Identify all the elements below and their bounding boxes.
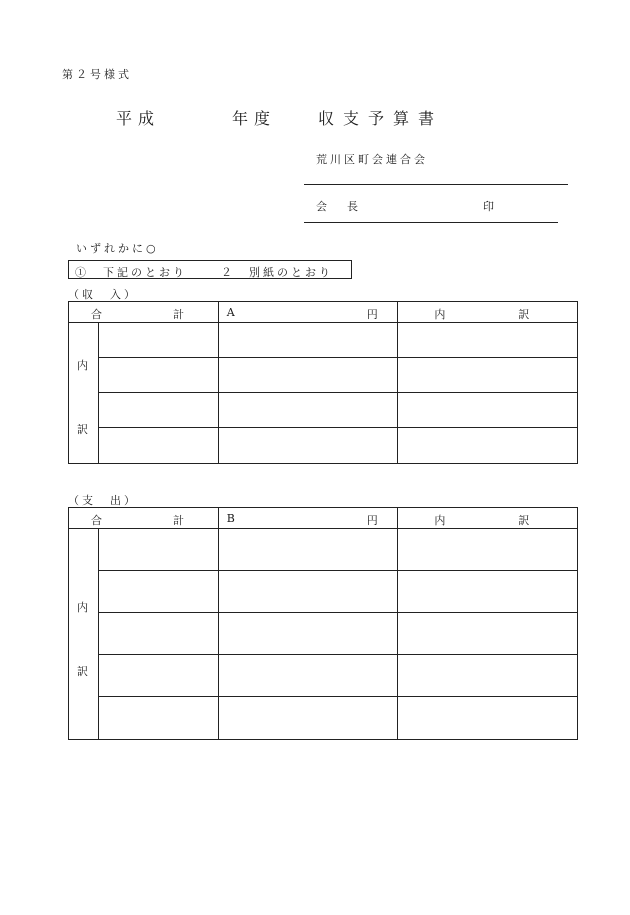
- expense-note-cell[interactable]: [398, 613, 578, 655]
- expense-amount-entry[interactable]: [218, 529, 398, 571]
- expense-amount-entry[interactable]: [218, 613, 398, 655]
- president-label: 会長: [316, 200, 378, 213]
- expense-note-cell[interactable]: [398, 697, 578, 740]
- page-title: 収支予算書: [318, 109, 444, 128]
- income-row: [69, 323, 578, 358]
- choice-instruction: いずれかに○: [76, 242, 159, 255]
- choice-box: [68, 260, 352, 279]
- expense-amount-entry[interactable]: [218, 697, 398, 740]
- signature-line: [304, 222, 558, 223]
- seal-mark: 印: [483, 200, 494, 213]
- income-amount-entry[interactable]: [218, 323, 398, 358]
- income-item-cell[interactable]: [98, 358, 218, 393]
- income-amount-entry[interactable]: [218, 428, 398, 464]
- income-section-label: （収 入）: [68, 288, 138, 301]
- income-side-label: 内 訳: [69, 323, 99, 464]
- expense-note-cell[interactable]: [398, 655, 578, 697]
- expense-side-label: 内 訳: [69, 529, 99, 740]
- choice-option-2[interactable]: ２ 別紙のとおり: [221, 266, 333, 279]
- income-header-row: [69, 302, 578, 323]
- divider-line: [304, 184, 568, 185]
- organization-name: 荒川区町会連合会: [316, 153, 428, 166]
- income-item-cell[interactable]: [98, 393, 218, 428]
- expense-item-cell[interactable]: [98, 655, 218, 697]
- title-era: 平成: [116, 109, 161, 128]
- expense-note-cell[interactable]: [398, 571, 578, 613]
- expense-item-cell[interactable]: [98, 613, 218, 655]
- income-amount-entry[interactable]: [218, 393, 398, 428]
- expense-total-header: 合 計: [69, 508, 219, 529]
- expense-item-cell[interactable]: [98, 529, 218, 571]
- expense-breakdown-header: 内 訳: [398, 508, 578, 529]
- expense-table: [68, 507, 578, 740]
- expense-row: [69, 697, 578, 740]
- income-item-cell[interactable]: [98, 323, 218, 358]
- income-table: [68, 301, 578, 464]
- income-amount-cell[interactable]: A 円: [218, 302, 398, 323]
- expense-row: [69, 571, 578, 613]
- expense-section-label: （支 出）: [68, 494, 138, 507]
- income-row: [69, 393, 578, 428]
- expense-amount-entry[interactable]: [218, 571, 398, 613]
- income-amount-entry[interactable]: [218, 358, 398, 393]
- income-note-cell[interactable]: [398, 428, 578, 464]
- expense-row: [69, 529, 578, 571]
- title-year-label: 年度: [232, 109, 277, 128]
- income-row: [69, 428, 578, 464]
- expense-item-cell[interactable]: [98, 571, 218, 613]
- income-row: [69, 358, 578, 393]
- income-note-cell[interactable]: [398, 358, 578, 393]
- expense-item-cell[interactable]: [98, 697, 218, 740]
- income-item-cell[interactable]: [98, 428, 218, 464]
- choice-option-1[interactable]: ① 下記のとおり: [75, 266, 187, 279]
- expense-header-row: [69, 508, 578, 529]
- form-number: 第２号様式: [62, 68, 132, 81]
- income-breakdown-header: 内 訳: [398, 302, 578, 323]
- income-total-header: 合 計: [69, 302, 219, 323]
- expense-note-cell[interactable]: [398, 529, 578, 571]
- expense-amount-cell[interactable]: B 円: [218, 508, 398, 529]
- expense-row: [69, 655, 578, 697]
- income-note-cell[interactable]: [398, 393, 578, 428]
- expense-row: [69, 613, 578, 655]
- income-note-cell[interactable]: [398, 323, 578, 358]
- expense-amount-entry[interactable]: [218, 655, 398, 697]
